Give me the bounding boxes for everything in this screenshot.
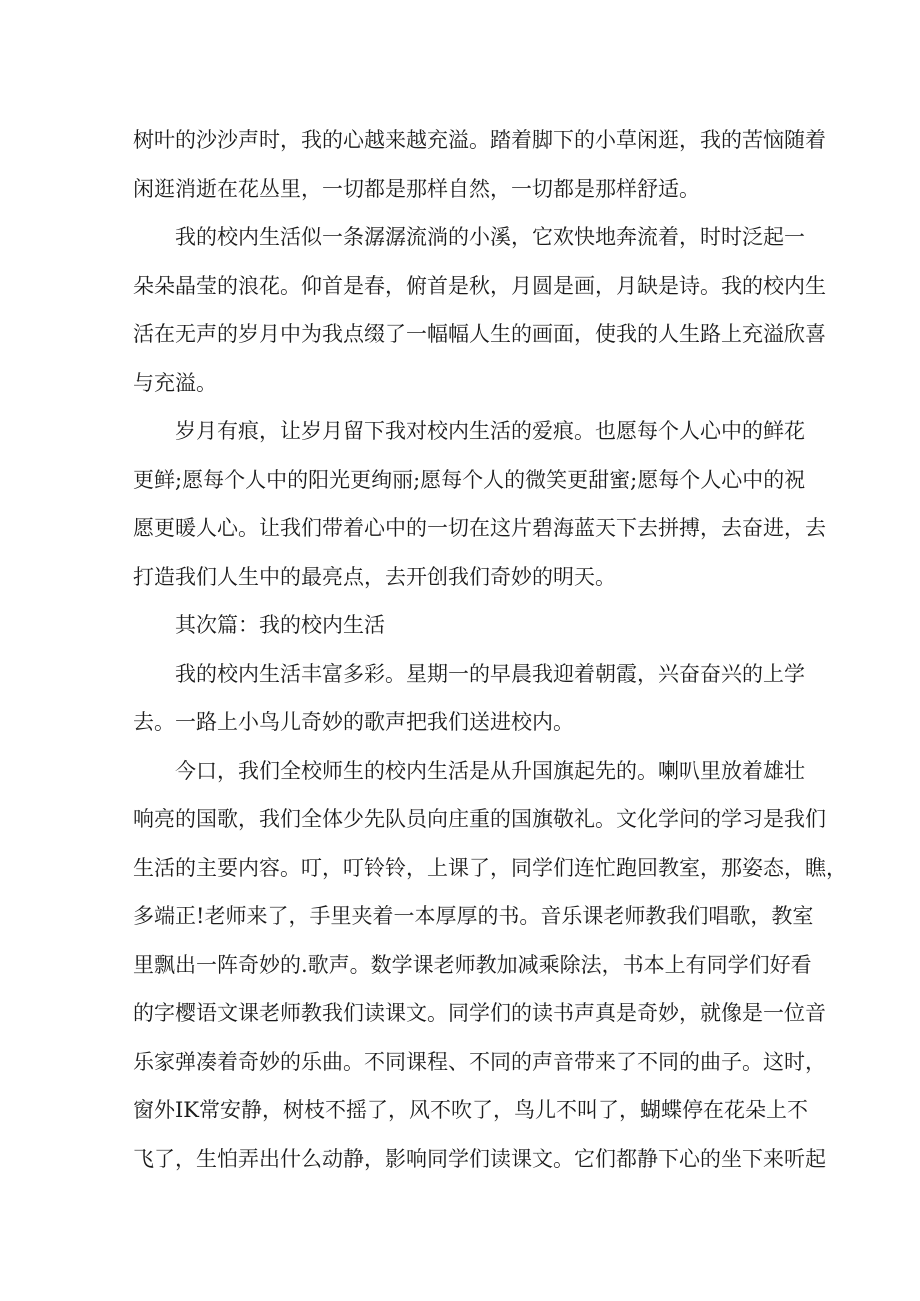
text-line: 去。一路上小鸟儿奇妙的歌声把我们送进校内。 (133, 710, 574, 734)
text-line: 更鲜;愿每个人中的阳光更绚丽;愿每个人的微笑更甜蜜;愿每个人心中的祝 (133, 467, 806, 492)
text-line: 朵朵晶莹的浪花。仰首是春，俯首是秋，月圆是画，月缺是诗。我的校内生 (133, 273, 826, 298)
paragraph-first-line: 今口，我们全校师生的校内生活是从升国旗起先的。喇叭里放着雄壮 (175, 758, 805, 783)
text-line: 飞了，生怕弄出什么动静，影响同学们读课文。它们都静下心的坐下来听起 (133, 1146, 826, 1171)
text-line: 树叶的沙沙声时，我的心越来越充溢。踏着脚下的小草闲逛，我的苦恼随着 (133, 128, 826, 152)
text-line: 乐家弹凑着奇妙的乐曲。不同课程、不同的声音带来了不同的曲子。这时， (133, 1049, 826, 1074)
paragraph-first-line: 我的校内生活似一条潺潺流淌的小溪，它欢快地奔流着，时时泛起一 (175, 225, 805, 249)
text-line: 窗外IK常安静，树枝不摇了，风不吹了，鸟儿不叫了，蝴蝶停在花朵上不 (133, 1098, 808, 1122)
text-line: 闲逛消逝在花丛里，一切都是那样自然，一切都是那样舒适。 (133, 176, 700, 201)
text-line: 打造我们人生中的最亮点，去开创我们奇妙的明天。 (133, 564, 616, 589)
text-line: 里飘出一阵奇妙的.歌声。数学课老师教加减乘除法，书本上有同学们好看 (133, 952, 812, 977)
text-line: 的字樱语文课老师教我们读课文。同学们的读书声真是奇妙，就像是一位音 (133, 1001, 826, 1025)
text-line: 响亮的国歌，我们全体少先队员向庄重的国旗敬礼。文化学问的学习是我们 (133, 807, 826, 831)
text-line: 生活的主要内容。叮，叮铃铃，上课了，同学们连忙跑回教室，那姿态，瞧， (133, 855, 847, 880)
paragraph-first-line: 岁月有痕，让岁月留下我对校内生活的爱痕。也愿每个人心中的鲜花 (175, 419, 805, 443)
document-body (133, 116, 847, 1183)
text-line: 与充溢。 (133, 370, 217, 395)
section-heading: 其次篇：我的校内生活 (175, 613, 385, 637)
text-line: 愿更暖人心。让我们带着心中的一切在这片碧海蓝天下去拼搏，去奋进，去 (133, 516, 826, 540)
paragraph-first-line: 我的校内生活丰富多彩。星期一的早晨我迎着朝霞，兴奋奋兴的上学 (175, 661, 805, 686)
text-line: 多端正!老师来了，手里夹着一本厚厚的书。音乐课老师教我们唱歌，教室 (133, 904, 814, 928)
text-line: 活在无声的岁月中为我点缀了一幅幅人生的画面，使我的人生路上充溢欣喜 (133, 322, 826, 346)
